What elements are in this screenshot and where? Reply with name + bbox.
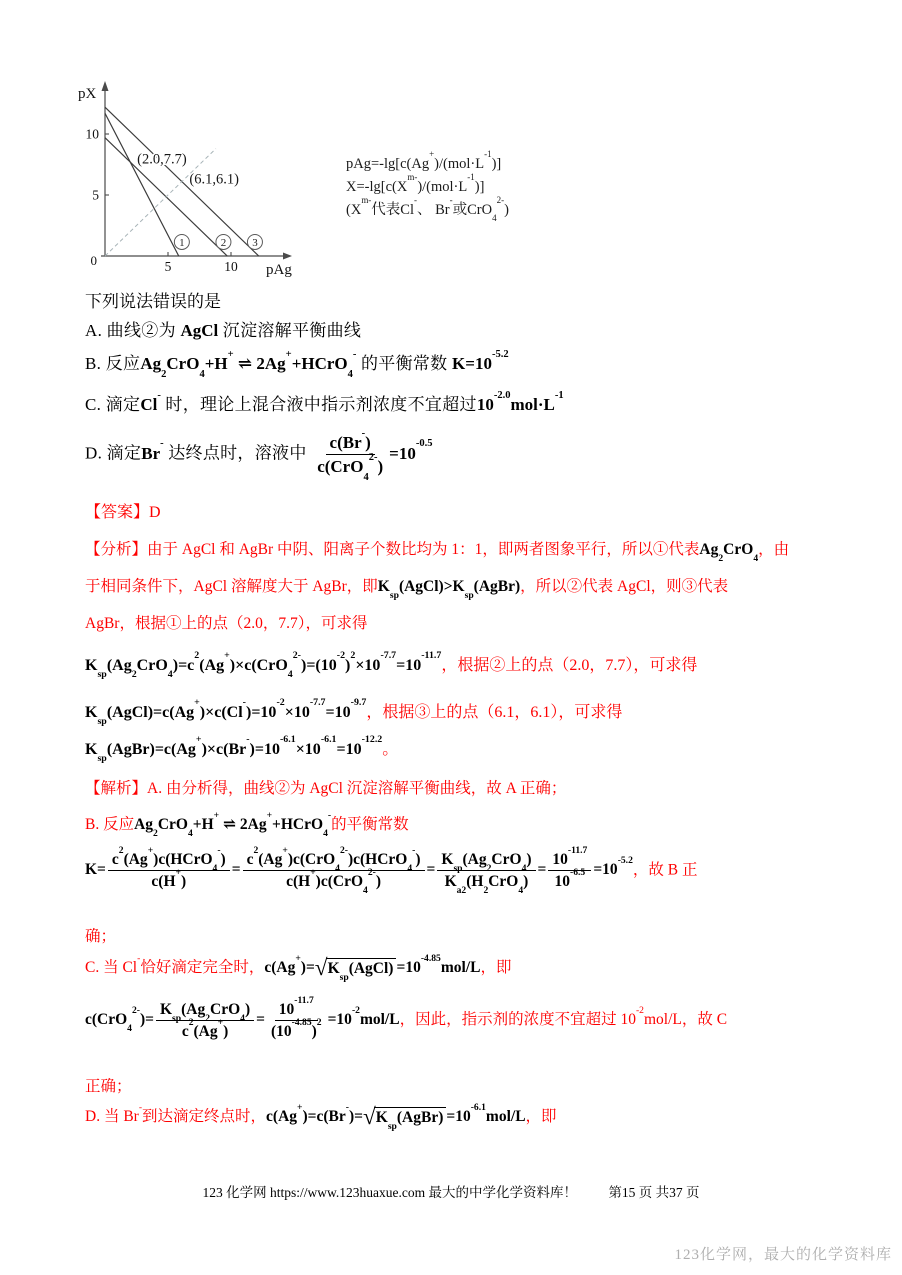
answer-line <box>85 499 842 522</box>
option-d <box>85 427 842 483</box>
x-tick-label: 5 <box>164 259 172 274</box>
text-segment: 沉淀溶解平衡曲线 <box>218 321 362 340</box>
explain-b-tail <box>85 924 842 946</box>
footer-page-info: 第15 页 共37 页 <box>608 1185 700 1200</box>
y-tick-label: 5 <box>92 187 99 203</box>
text-segment: ，故 B 正 <box>632 861 698 879</box>
page-footer <box>0 1181 902 1201</box>
footer-site-desc: 最大的中学化学资料库！ <box>428 1185 577 1200</box>
point-label: (2.0,7.7) <box>137 151 187 168</box>
curve-1-Ag2CrO4 <box>105 113 179 256</box>
solubility-chart <box>70 76 370 288</box>
text-segment: c(Ag+)=c(Br-)= √ $K_{sp}(AgBr)$ $=10^{-6.1}mol/L$ <box>266 1101 526 1133</box>
text-segment: A. 曲线②为 <box>85 321 181 340</box>
text-segment: ，因此，指示剂的浓度不宜超过 $10^{-2}mol/L$，故 C <box>399 1005 728 1029</box>
option-a <box>85 316 842 341</box>
text-segment: C. 当 Cl-恰好滴定完全时， <box>85 952 265 976</box>
curve-badge-number: 1 <box>179 236 185 249</box>
text-segment: $Ag_2CrO_4+H^+$ ⇌ 2Ag++HCrO$_4$- <box>134 809 332 839</box>
text-segment: ，根据③上的点（6.1，6.1），可求得 <box>366 704 623 721</box>
explain-c-formula <box>85 994 842 1042</box>
text-segment: 【分析】由于 AgCl 和 AgBr 中阴、阳离子个数比均为 1：1，即两者图象平行，所以①代表 <box>85 541 700 558</box>
curve-badge-number: 3 <box>252 236 258 249</box>
text-segment: Cl- <box>140 389 161 414</box>
explain-a <box>85 776 842 798</box>
question-stem: 下列说法错误的是 <box>85 292 221 311</box>
text-segment: C. 滴定 <box>85 395 141 414</box>
text-segment: c(CrO$_4^{2-}$)= $\frac{K_{sp}(Ag_2CrO_4)}{c^2(Ag^+)}$ = $\frac{10^{-11.7}}{(10^{-4.85})^2}$ $=10^{-2}mol/L$ <box>85 994 400 1041</box>
ksp-formula-ag2cro4 <box>85 650 842 681</box>
option-b <box>85 348 842 380</box>
text-segment: B. 反应 <box>85 354 141 373</box>
text-segment: 。 <box>382 741 399 758</box>
text-segment: AgCl <box>180 321 219 340</box>
explain-d <box>85 1101 842 1133</box>
origin-label: 0 <box>90 253 97 268</box>
x-axis-arrow <box>283 253 292 260</box>
text-segment: 的平衡常数 <box>356 354 453 373</box>
text-segment: $K_{sp}(Ag_2CrO_4)=c^2(Ag^+)\times c(CrO_4^{2-})=(10^{-2})^2\times 10^{-7.7}=10^{-11.7}$ <box>85 650 442 681</box>
y-tick-label: 10 <box>85 126 99 142</box>
text-segment: D. 当 Br-到达滴定终点时， <box>85 1101 267 1125</box>
x-axis-label: pAg <box>266 262 292 278</box>
text-segment: $K=10^{-5.2}$ <box>452 348 509 373</box>
x-tick-label: 10 <box>224 259 238 274</box>
point-label: (6.1,6.1) <box>189 171 239 188</box>
answer-label: 【答案】 <box>85 504 150 521</box>
text-segment: $K_{sp}(AgBr)=c(Ag^+)\times c(Br^-)=10^{-6.1}\times 10^{-6.1}=10^{-12.2}$ <box>85 734 383 765</box>
chart-note-line-2: $X=-\lg[c(X^{m-})/(mol\cdot L^{-1})]$ <box>346 172 485 195</box>
explain-c-intro <box>85 952 842 984</box>
analysis-line-1 <box>85 537 842 564</box>
chart-note-line-1: $pAg=-\lg[c(Ag^+)/(mol\cdot L^{-1})]$ <box>346 149 502 172</box>
explain-b-intro <box>85 809 842 839</box>
text-segment: $Ag_2CrO_4+H^+$ ⇌ 2Ag++HCrO$_4$- <box>140 348 357 380</box>
curve-badge-number: 2 <box>220 236 227 249</box>
text-segment: $Ag_2CrO_4$ <box>699 541 759 564</box>
y-axis-label: pX <box>78 86 97 102</box>
text-segment: c(Ag+)= √ $K_{sp}(AgCl)$ $=10^{-4.85}mol/L$ <box>264 952 481 984</box>
watermark: 123化学网，最大的化学资料库 <box>674 1247 892 1263</box>
analysis-line-3 <box>85 611 842 633</box>
text-segment: 于相同条件下，AgCl 溶解度大于 AgBr，即 <box>85 578 378 595</box>
text-segment: $10^{-2.0}mol\cdot L^{-1}$ <box>476 389 564 414</box>
ksp-formula-agbr <box>85 734 842 765</box>
footer-site-name: 123 化学网 <box>202 1185 267 1200</box>
text-segment: $\frac{c(Br^-)}{c(CrO_4^{2-})}$ $=10^{-0.5}$ <box>317 427 433 483</box>
text-segment: 确； <box>85 928 117 945</box>
text-segment: Br- <box>141 438 164 463</box>
answer-value: D <box>149 504 161 521</box>
text-segment: 时，理论上混合液中指示剂浓度不宜超过 <box>160 395 477 414</box>
text-segment: ，所以②代表 AgCl，则③代表 <box>520 578 729 595</box>
text-segment: ，根据②上的点（2.0，7.7），可求得 <box>441 657 698 674</box>
footer-site-url[interactable]: https://www.123huaxue.com <box>270 1185 426 1200</box>
explain-c-tail <box>85 1074 842 1096</box>
text-segment: ，即 <box>525 1108 557 1125</box>
text-segment: ，即 <box>480 959 512 976</box>
text-segment: B. 反应 <box>85 816 135 833</box>
text-segment: $K_{sp}(AgCl)>K_{sp}(AgBr)$ <box>377 578 521 601</box>
option-c <box>85 390 842 415</box>
text-segment: 达终点时，溶液中 <box>163 443 312 463</box>
text-segment: K= $\frac{c^2(Ag^+)c(HCrO_4^-)}{c(H^+)}$ = $\frac{c^2(Ag^+)c(CrO_4^{2-})c(HCrO_4^-)}{c(H^+)c(CrO_4^{2-})}$ = $\frac{K_{sp}(Ag_2CrO_4)}{K_{a2}(H_2CrO_4)}$ = $\frac{10^{-11.7}}{10^{-6.5}}$ $=10^{-5.2}$ <box>85 844 633 897</box>
text-segment: 的平衡常数 <box>331 816 409 833</box>
chart-note-line-3: ($X^{m-}$代表Cl-、 Br-或CrO$_4^{2-}$) <box>346 195 509 223</box>
text-segment: 正确； <box>85 1078 132 1095</box>
text-segment: $K_{sp}(AgCl)=c(Ag^+)\times c(Cl^-)=10^{-2}\times 10^{-7.7}=10^{-9.7}$ <box>85 697 367 728</box>
y-axis-arrow <box>102 81 109 91</box>
analysis-line-2 <box>85 574 842 601</box>
explain-b-formula <box>85 844 842 897</box>
text-segment: ，由 <box>758 541 790 558</box>
text-segment: 【解析】A. 由分析得，曲线②为 AgCl 沉淀溶解平衡曲线，故 A 正确； <box>85 780 567 797</box>
ksp-formula-agcl <box>85 697 842 728</box>
text-segment: D. 滴定 <box>85 443 142 463</box>
chart-note <box>346 149 509 223</box>
text-segment: AgBr，根据①上的点（2.0，7.7），可求得 <box>85 615 368 632</box>
